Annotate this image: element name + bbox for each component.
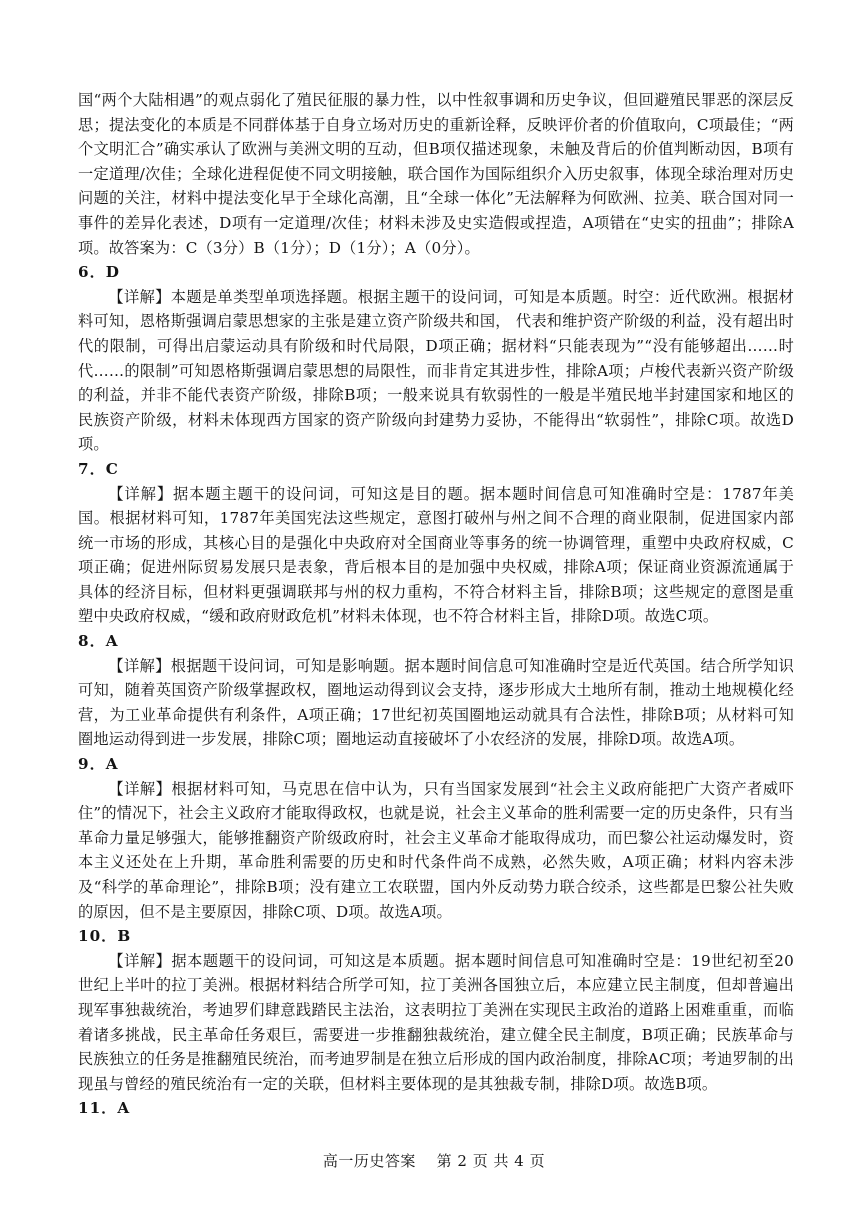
answer-q9: 9．A [78,755,119,774]
answer-q7: 7．C [78,459,119,478]
answer-q8: 8．A [78,632,119,651]
paragraph-q5-continued: 国“两个大陆相遇”的观点弱化了殖民征服的暴力性，以中性叙事调和历史争议，但回避殖民罪恶的深层反思；提法变化的本质是不同群体基于自身立场对历史的重新诠释，反映评价者的价值取向，C项最佳；“两个文明汇合”确实承认了欧洲与美洲文明的互动，但B项仅描述现象，未触及背后的价值判断动因，B项有一定道理/次佳；全球化进程促使不同文明接触，联合国作为国际组织介入历史叙事，体现全球治理对历史问题的关注，材料中提法变化早于全球化高潮，且“全球一体化”无法解释为何欧洲、拉美、联合国对同一事件的差异化表述，D项有一定道理/次佳；材料未涉及史实造假或捏造，A项错在“史实的扭曲”；排除A项。故答案为：C（3分）B（1分）；D（1分）；A（0分）。 [78,91,794,257]
paragraph-q6-explanation: 【详解】本题是单类型单项选择题。根据主题干的设问词，可知是本质题。时空：近代欧洲。根据材料可知，恩格斯强调启蒙思想家的主张是建立资产阶级共和国， 代表和维护资产阶级的利益，没有超出时代的限制，可得出启蒙运动具有阶级和时代局限，D项正确；据材料“只能表现为”“没有能够超出……时代……的限制”可知恩格斯强调启蒙思想的局限性，而非肯定其进步性，排除A项；卢梭代表新兴资产阶级的利益，并非不能代表资产阶级，排除B项；一般来说具有软弱性的一般是半殖民地半封建国家和地区的民族资产阶级，材料未体现西方国家的资产阶级向封建势力妥协，不能得出“软弱性”，排除C项。故选D项。 [78,287,794,454]
paragraph-q8-explanation: 【详解】根据题干设问词，可知是影响题。据本题时间信息可知准确时空是近代英国。结合所学知识可知，随着英国资产阶级掌握政权，圈地运动得到议会支持，逐步形成大土地所有制，推动土地规模化经营，为工业革命提供有利条件，A项正确；17世纪初英国圈地运动就具有合法性，排除B项；从材料可知圈地运动得到进一步发展，排除C项；圈地运动直接破坏了小农经济的发展，排除D项。故选A项。 [78,656,794,749]
answer-q11: 11．A [78,1099,131,1118]
answer-q10: 10．B [78,927,132,946]
paragraph-q9-explanation: 【详解】根据材料可知，马克思在信中认为，只有当国家发展到“社会主义政府能把广大资产者威吓住”的情况下，社会主义政府才能取得政权，也就是说，社会主义革命的胜利需要一定的历史条件，只有当革命力量足够强大，能够推翻资产阶级政府时，社会主义革命才能取得成功，而巴黎公社运动爆发时，资本主义还处在上升期，革命胜利需要的历史和时代条件尚不成熟，必然失败，A项正确；材料内容未涉及“科学的革命理论”，排除B项；没有建立工农联盟，国内外反动势力联合绞杀，这些都是巴黎公社失败的原因，但不是主要原因，排除C项、D项。故选A项。 [78,779,794,921]
paragraph-q10-explanation: 【详解】据本题题干的设问词，可知这是本质题。据本题时间信息可知准确时空是：19世纪初至20世纪上半叶的拉丁美洲。根据材料结合所学可知，拉丁美洲各国独立后，本应建立民主制度，但却普遍出现军事独裁统治，考迪罗们肆意践踏民主法治，这表明拉丁美洲在实现民主政治的道路上困难重重，而临着诸多挑战，民主革命任务艰巨，需要进一步推翻独裁统治，建立健全民主制度，B项正确；民族革命与民族独立的任务是推翻殖民统治，而考迪罗制是在独立后形成的国内政治制度，排除AC项；考迪罗制的出现虽与曾经的殖民统治有一定的关联，但材料主要体现的是其独裁专制，排除D项。故选B项。 [78,951,794,1093]
page-footer: 高一历史答案 第 2 页 共 4 页 [322,1152,546,1170]
answer-document [78,88,794,1121]
answer-q6: 6．D [78,263,120,282]
paragraph-q7-explanation: 【详解】据本题主题干的设问词，可知这是目的题。据本题时间信息可知准确时空是：1787年美国。根据材料可知，1787年美国宪法这些规定，意图打破州与州之间不合理的商业限制，促进国家内部统一市场的形成，其核心目的是强化中央政府对全国商业等事务的统一协调管理，重塑中央政府权威，C项正确；促进州际贸易发展只是表象，背后根本目的是加强中央权威，排除A项；保证商业资源流通属于具体的经济目标，但材料更强调联邦与州的权力重构，不符合材料主旨，排除B项；这些规定的意图是重塑中央政府权威，“缓和政府财政危机”材料未体现，也不符合材料主旨，排除D项。故选C项。 [78,484,794,626]
